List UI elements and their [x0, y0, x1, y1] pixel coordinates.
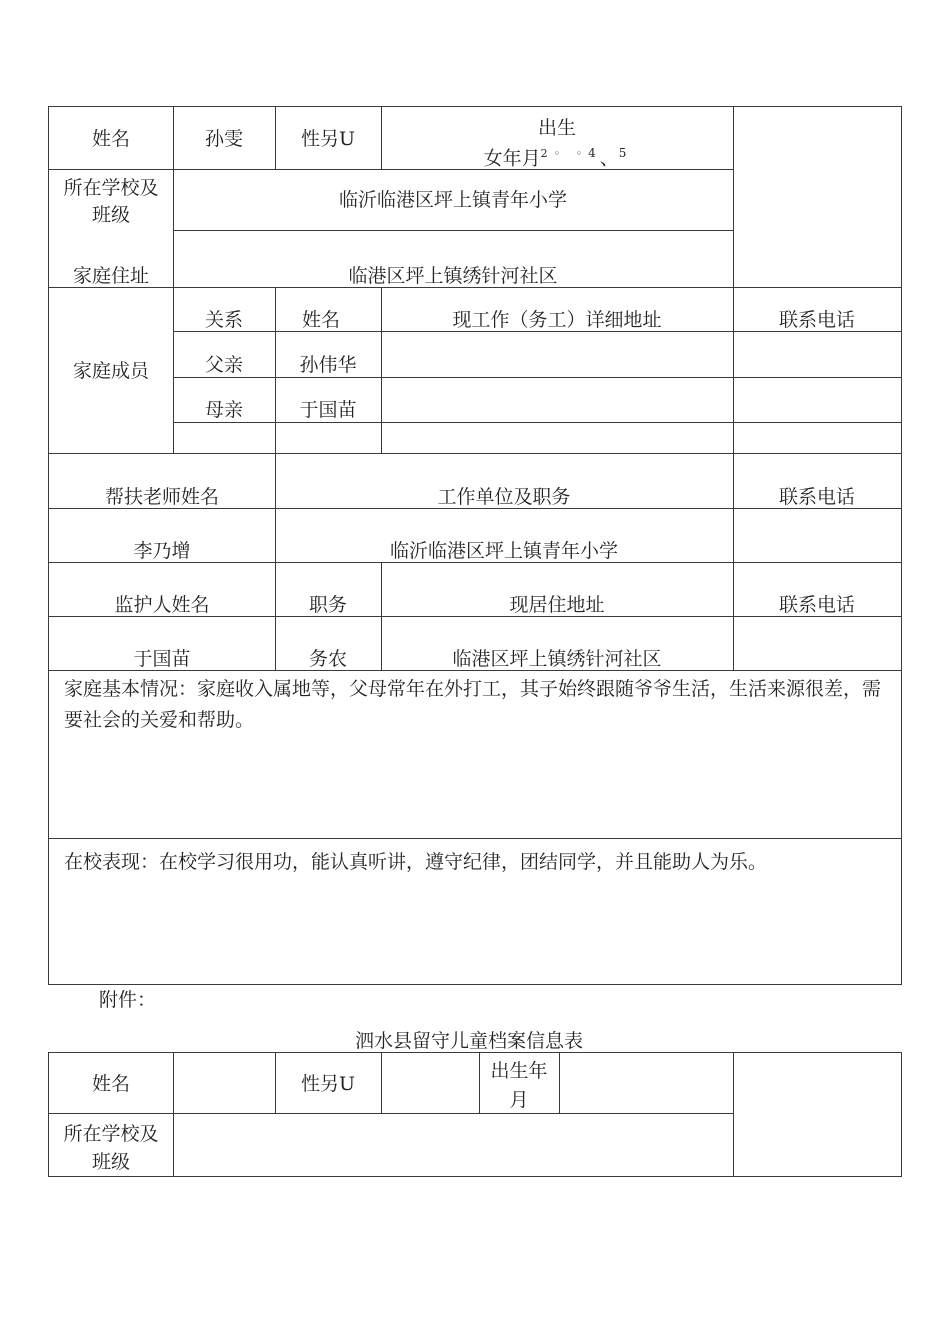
helper-unit: 临沂临港区坪上镇青年小学	[389, 540, 619, 562]
attachment-label: 附件：	[99, 989, 157, 1011]
family-header-name: 姓名	[301, 309, 341, 331]
guardian-address: 临港区坪上镇绣针河社区	[452, 648, 662, 670]
table2-gender-label: 性另U	[300, 1073, 356, 1095]
school-value: 临沂临港区坪上镇青年小学	[338, 189, 568, 211]
name-value: 孙雯	[204, 128, 244, 150]
school-label-line2: 班级	[91, 204, 131, 226]
gender-label: 性另U	[300, 128, 356, 150]
family-label: 家庭成员	[72, 360, 150, 382]
family-header-relation: 关系	[204, 309, 244, 331]
table2-birth-label-line1: 出生年	[490, 1060, 548, 1082]
address-value: 临港区坪上镇绣针河社区	[348, 265, 558, 287]
guardian-header-address: 现居住地址	[509, 594, 605, 616]
birth-label-top: 出生	[537, 117, 577, 139]
family-row-name: 于国苗	[299, 399, 357, 421]
helper-header-unit: 工作单位及职务	[437, 486, 571, 508]
birth-label-bottom: 女年月	[483, 147, 541, 170]
table2-school-label-line2: 班级	[91, 1151, 131, 1173]
guardian-header-job: 职务	[308, 594, 348, 616]
family-situation-text: 家庭基本情况：家庭收入属地等，父母常年在外打工，其子始终跟随爷爷生活，生活来源很差，需要社会的关爱和帮助。	[64, 678, 882, 731]
table2-school-label-line1: 所在学校及	[63, 1123, 159, 1145]
family-row-relation: 母亲	[204, 399, 244, 421]
table2-name-label: 姓名	[91, 1073, 131, 1095]
helper-header-phone: 联系电话	[778, 486, 856, 508]
name-label: 姓名	[91, 128, 131, 150]
guardian-header-phone: 联系电话	[778, 594, 856, 616]
family-header-phone: 联系电话	[778, 309, 856, 331]
school-performance-text: 在校表现：在校学习很用功，能认真听讲，遵守纪律，团结同学，并且能助人为乐。	[64, 851, 768, 873]
family-row-name: 孙伟华	[299, 354, 357, 376]
school-label-line1: 所在学校及	[63, 177, 159, 199]
guardian-job: 务农	[308, 648, 348, 670]
helper-header-name: 帮扶老师姓名	[104, 486, 220, 508]
guardian-header-name: 监护人姓名	[114, 594, 210, 616]
birth-value-c: 、	[599, 147, 619, 170]
table2-title: 泗水县留守儿童档案信息表	[354, 1030, 584, 1052]
address-label: 家庭住址	[72, 265, 150, 287]
birth-value-a: 2◦ ◦	[540, 147, 589, 160]
guardian-name: 于国苗	[133, 648, 191, 670]
table2-birth-label-line2: 月	[509, 1089, 529, 1111]
birth-value-b: 4	[588, 146, 600, 160]
family-row-relation: 父亲	[204, 354, 244, 376]
birth-label	[484, 141, 631, 170]
family-header-address: 现工作（务工）详细地址	[452, 309, 662, 331]
helper-name: 李乃增	[133, 540, 191, 562]
birth-value-d: 5	[618, 146, 631, 160]
